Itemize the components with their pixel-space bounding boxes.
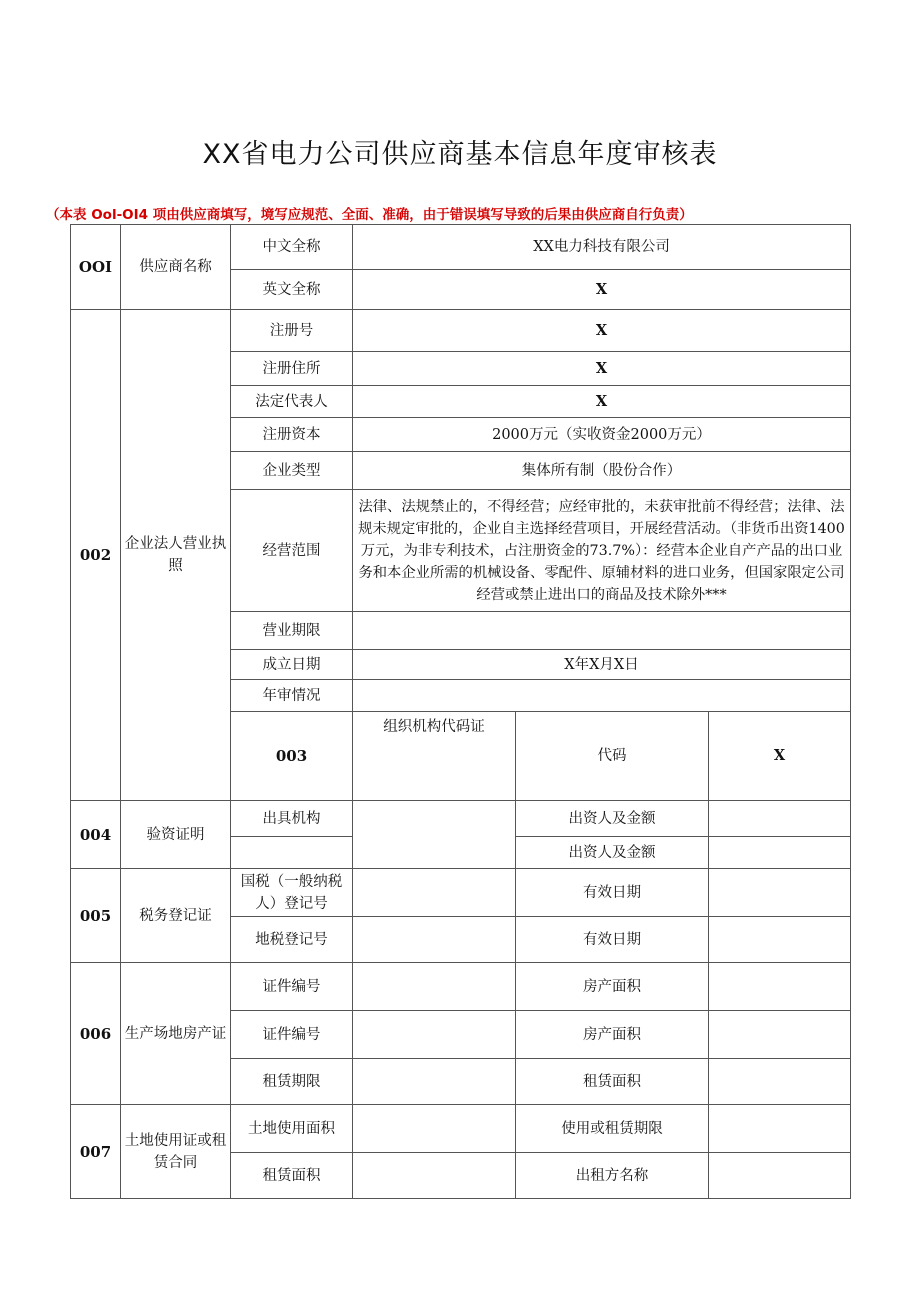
section-number: 002 bbox=[71, 310, 121, 801]
field-value[interactable] bbox=[709, 1059, 851, 1105]
field-value[interactable] bbox=[353, 917, 516, 963]
business-scope-value[interactable]: 法律、法规禁止的，不得经营；应经审批的，未获审批前不得经营；法律、法规未规定审批的，企业自主选择经营项目，开展经营活动。（非货币出资1400万元，为非专利技术，占注册资金的73.7%）：经营本企业自产产品的出口业务和本企业所需的机械设备、零配件、原辅材料的进口业务，但国家限定公司经营或禁止进出口的商品及技术除外*** bbox=[353, 490, 851, 612]
field-label: 租赁期限 bbox=[231, 1059, 353, 1105]
field-value[interactable]: X bbox=[709, 712, 851, 801]
field-value[interactable]: X年X月X日 bbox=[353, 650, 851, 680]
field-label: 证件编号 bbox=[231, 963, 353, 1011]
field-label: 营业期限 bbox=[231, 612, 353, 650]
instruction-note: （本表 Ool-OI4 项由供应商填写，境写应规范、全面、准确，由于错误填写导致的后果由供应商自行负责） bbox=[46, 207, 693, 223]
field-value[interactable] bbox=[709, 917, 851, 963]
field-label: 有效日期 bbox=[516, 917, 709, 963]
field-label: 证件编号 bbox=[231, 1011, 353, 1059]
field-value[interactable] bbox=[353, 869, 516, 917]
field-label: 租赁面积 bbox=[516, 1059, 709, 1105]
field-label: 注册资本 bbox=[231, 418, 353, 452]
field-label: 英文全称 bbox=[231, 270, 353, 310]
field-label: 成立日期 bbox=[231, 650, 353, 680]
field-value[interactable] bbox=[353, 1105, 516, 1153]
table-row bbox=[71, 310, 851, 352]
field-label: 房产面积 bbox=[516, 963, 709, 1011]
field-label: 地税登记号 bbox=[231, 917, 353, 963]
field-label: 有效日期 bbox=[516, 869, 709, 917]
field-value[interactable] bbox=[709, 1011, 851, 1059]
section-title: 验资证明 bbox=[121, 801, 231, 869]
field-label: 租赁面积 bbox=[231, 1153, 353, 1199]
field-label: 使用或租赁期限 bbox=[516, 1105, 709, 1153]
field-value[interactable]: XX电力科技有限公司 bbox=[353, 225, 851, 270]
section-title: 土地使用证或租赁合同 bbox=[121, 1105, 231, 1199]
field-value[interactable]: 集体所有制（股份合作） bbox=[353, 452, 851, 490]
section-number: 007 bbox=[71, 1105, 121, 1199]
table-row bbox=[71, 801, 851, 837]
field-value[interactable]: X bbox=[353, 310, 851, 352]
field-value[interactable] bbox=[709, 1105, 851, 1153]
field-value[interactable]: X bbox=[353, 386, 851, 418]
section-title: 税务登记证 bbox=[121, 869, 231, 963]
page-title: XX省电力公司供应商基本信息年度审核表 bbox=[202, 139, 718, 170]
field-value[interactable]: X bbox=[353, 352, 851, 386]
section-number: 004 bbox=[71, 801, 121, 869]
field-value[interactable] bbox=[353, 612, 851, 650]
field-label: 土地使用面积 bbox=[231, 1105, 353, 1153]
field-label: 出租方名称 bbox=[516, 1153, 709, 1199]
field-label: 中文全称 bbox=[231, 225, 353, 270]
field-value[interactable]: 2000万元（实收资金2000万元） bbox=[353, 418, 851, 452]
section-number: OOI bbox=[71, 225, 121, 310]
table-row bbox=[71, 963, 851, 1011]
field-value[interactable] bbox=[353, 1059, 516, 1105]
field-value[interactable]: X bbox=[353, 270, 851, 310]
section-title: 企业法人营业执照 bbox=[121, 310, 231, 801]
field-value[interactable] bbox=[353, 1011, 516, 1059]
field-value[interactable] bbox=[709, 801, 851, 837]
field-label: 房产面积 bbox=[516, 1011, 709, 1059]
supplier-info-table bbox=[70, 224, 851, 1199]
field-label: 国税（一般纳税人）登记号 bbox=[231, 869, 353, 917]
section-title: 生产场地房产证 bbox=[121, 963, 231, 1105]
field-label: 出资人及金额 bbox=[516, 801, 709, 837]
table-row bbox=[71, 1105, 851, 1153]
field-value[interactable] bbox=[353, 1153, 516, 1199]
field-value[interactable] bbox=[231, 837, 353, 869]
field-label: 出资人及金额 bbox=[516, 837, 709, 869]
field-value[interactable] bbox=[709, 1153, 851, 1199]
section-title: 供应商名称 bbox=[121, 225, 231, 310]
section-number: 006 bbox=[71, 963, 121, 1105]
field-label: 注册住所 bbox=[231, 352, 353, 386]
field-label: 出具机构 bbox=[231, 801, 353, 837]
section-number: 003 bbox=[231, 712, 353, 801]
field-value[interactable] bbox=[709, 837, 851, 869]
field-value[interactable] bbox=[353, 963, 516, 1011]
field-value[interactable] bbox=[709, 869, 851, 917]
field-value[interactable] bbox=[709, 963, 851, 1011]
field-label: 法定代表人 bbox=[231, 386, 353, 418]
field-label: 代码 bbox=[516, 712, 709, 801]
field-value[interactable] bbox=[353, 801, 516, 869]
field-value[interactable] bbox=[353, 680, 851, 712]
field-label: 企业类型 bbox=[231, 452, 353, 490]
section-title: 组织机构代码证 bbox=[353, 712, 516, 801]
table-row bbox=[71, 225, 851, 270]
section-number: 005 bbox=[71, 869, 121, 963]
field-label: 注册号 bbox=[231, 310, 353, 352]
table-row bbox=[71, 869, 851, 917]
field-label: 年审情况 bbox=[231, 680, 353, 712]
field-label: 经营范围 bbox=[231, 490, 353, 612]
